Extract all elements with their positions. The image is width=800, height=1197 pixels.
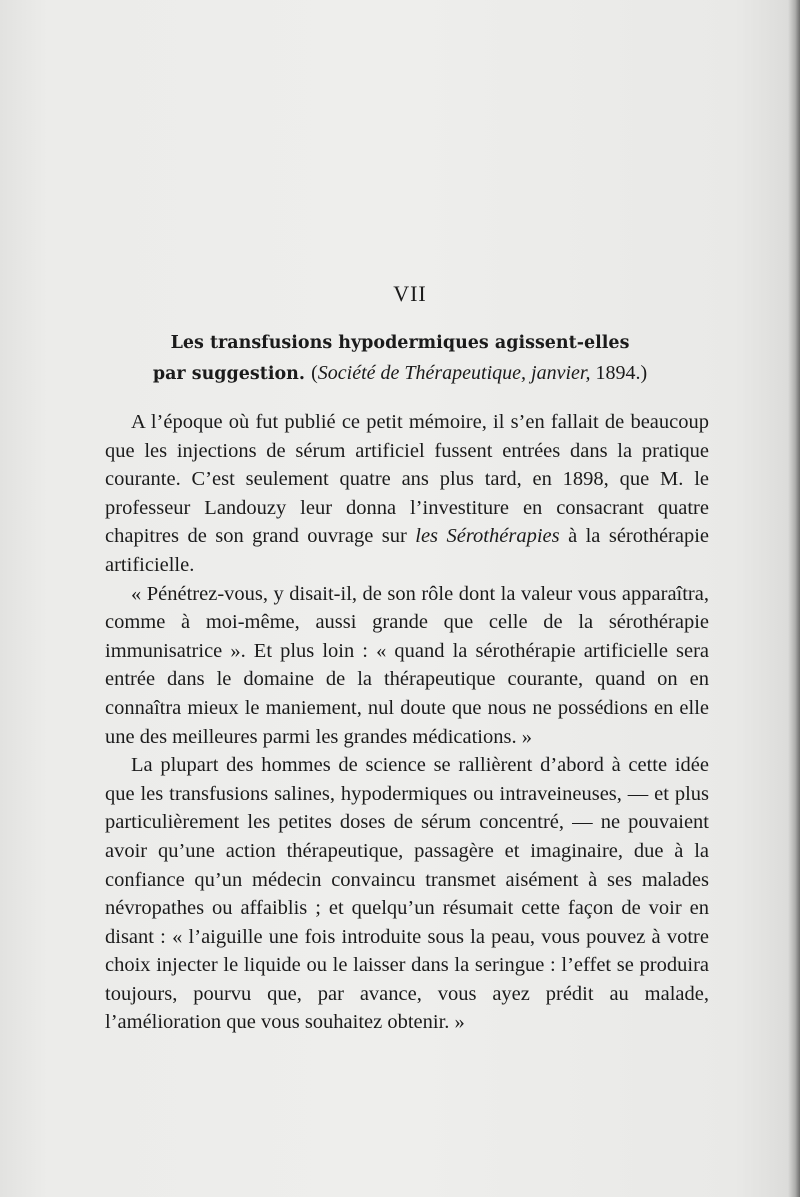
paragraph-1-text-end: à la sérothérapie artificielle. (105, 525, 710, 576)
source-year: 1894. (595, 362, 641, 384)
paragraph-1-text: A l’époque où fut publié ce petit mémoire, il s’en fallait de beaucoup que les injections de sérum artificiel fussent entrées dans la pratique courante. C’est seulement quatre ans plus tard, en 1898, que M. le professeur Landouzy leur donna l’investiture en consacrant quatre chapitres de son grand ouvrage sur (105, 411, 709, 548)
source-citation: Société de Thérapeutique, janvier, (317, 362, 591, 384)
page-edge-shadow (788, 0, 800, 1197)
paragraph-2: « Pénétrez-vous, y disait-il, de son rôle dont la valeur vous apparaîtra, comme à moi-même, aussi grande que celle de la sérothérapie immunisatrice ». Et plus loin : « quand la sérothérapie artificielle sera entrée dans le domaine de la thérapeutique courante, quand on en connaîtra mieux le maniement, nul doute que nous ne possédions en elle une des meilleures parmi les grandes médications. » (105, 582, 709, 748)
heading-line-1: Les transfusions hypodermiques agissent-elles (170, 333, 630, 353)
body-text (105, 408, 709, 1037)
paragraph-1 (105, 408, 709, 580)
heading-line-2 (100, 358, 700, 389)
paragraph-3: La plupart des hommes de science se rallièrent d’abord à cette idée que les transfusions salines, hypodermiques ou intraveineuses, — et plus particulièrement les petites doses de sérum concentré, — ne pouvaient avoir qu’une action thérapeutique, passagère et imaginaire, due à la confiance qu’un médecin convaincu transmet aisément à ses malades névropathes ou affaiblis ; et quelqu’un résumait cette façon de voir en disant : « l’aiguille une fois introduite sous la peau, vous pouvez à votre choix injecter le liquide ou le laisser dans la seringue : l’effet se produira toujours, pourvu que, par avance, vous ayez prédit au malade, l’amélioration que vous souhaitez obtenir. » (105, 754, 709, 1034)
chapter-number: VII (393, 281, 427, 306)
paragraph-1-italic: les Sérothérapies (415, 525, 560, 548)
section-heading (100, 328, 700, 389)
heading-title-end: par suggestion. (152, 364, 305, 384)
heading-source: (Société de Thérapeutique, janvier, 1894.) (311, 362, 648, 384)
